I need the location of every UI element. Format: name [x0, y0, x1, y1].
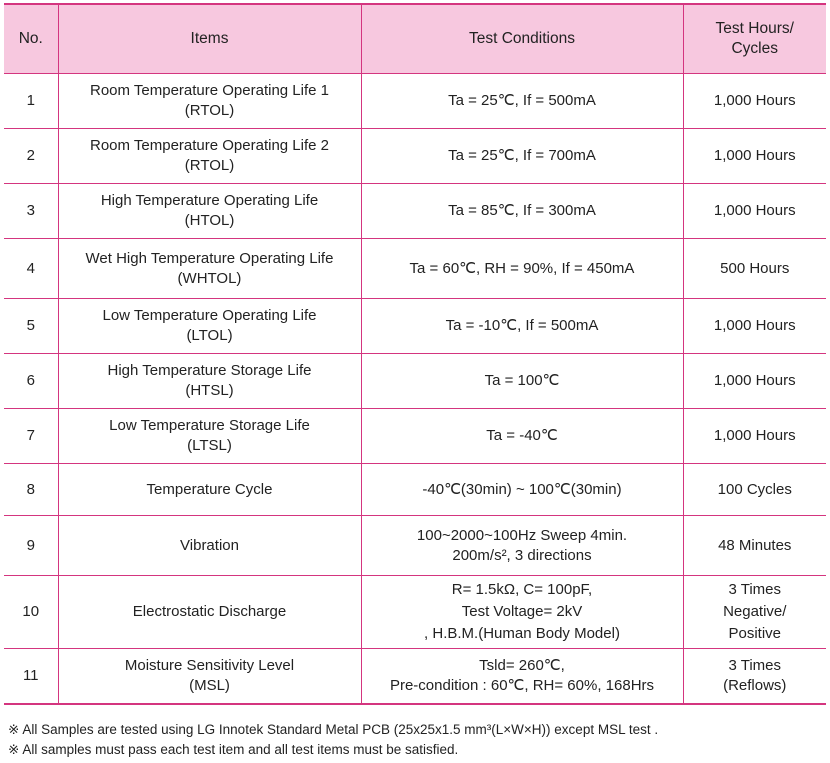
cell-item	[58, 74, 361, 129]
cell-conditions-line: Ta = 60℃, RH = 90%, If = 450mA	[409, 259, 635, 277]
cell-item-line: Wet High Temperature Operating Life	[85, 249, 334, 267]
cell-item-line: (MSL)	[189, 677, 230, 694]
cell-item	[58, 299, 361, 354]
cell-no-line: 5	[26, 317, 35, 334]
cell-hours-line: Positive	[728, 625, 782, 642]
cell-no	[4, 239, 58, 299]
cell-conditions	[361, 516, 683, 576]
cell-conditions-line: 100~2000~100Hz Sweep 4min.	[416, 526, 628, 544]
header-row	[4, 4, 826, 74]
cell-no-line: 4	[26, 259, 35, 277]
cell-item-line: (LTSL)	[187, 437, 232, 454]
cell-hours-line: 1,000 Hours	[713, 317, 796, 334]
cell-item-line: High Temperature Operating Life	[100, 192, 319, 209]
table-row	[4, 299, 826, 354]
cell-conditions-line: Ta = 100℃	[484, 372, 560, 389]
table-row	[4, 74, 826, 129]
cell-no	[4, 299, 58, 354]
reliability-test-table	[4, 3, 826, 705]
footnotes	[8, 720, 658, 760]
cell-conditions-line: Pre-condition : 60℃, RH= 60%, 168Hrs	[389, 677, 655, 694]
cell-item	[58, 649, 361, 705]
cell-no-line: 1	[26, 92, 35, 109]
cell-item	[58, 576, 361, 649]
cell-conditions	[361, 576, 683, 649]
cell-item-line: Temperature Cycle	[146, 480, 273, 498]
cell-no	[4, 129, 58, 184]
cell-item-line: (RTOL)	[184, 157, 235, 174]
cell-conditions-line: , H.B.M.(Human Body Model)	[424, 625, 620, 642]
cell-no	[4, 354, 58, 409]
cell-no	[4, 464, 58, 516]
cell-hours-line: 100 Cycles	[717, 480, 792, 498]
cell-item-line: Low Temperature Storage Life	[109, 417, 310, 434]
table-row	[4, 409, 826, 464]
cell-no-line: 7	[26, 427, 35, 444]
cell-item	[58, 464, 361, 516]
cell-conditions-line: Tsld= 260℃,	[479, 657, 565, 674]
table-row	[4, 516, 826, 576]
table-row	[4, 576, 826, 649]
cell-hours-line: 3 Times	[728, 657, 781, 674]
cell-hours	[683, 576, 826, 649]
cell-no	[4, 184, 58, 239]
cell-item-line: (RTOL)	[184, 102, 235, 119]
cell-conditions-line: Ta = -40℃	[486, 427, 558, 444]
cell-item-line: (WHTOL)	[177, 269, 242, 287]
cell-conditions	[361, 299, 683, 354]
cell-conditions	[361, 649, 683, 705]
cell-item	[58, 239, 361, 299]
cell-hours	[683, 409, 826, 464]
cell-hours-line: 48 Minutes	[718, 536, 792, 554]
cell-hours	[683, 649, 826, 705]
cell-no-line: 10	[22, 603, 40, 620]
cell-conditions	[361, 409, 683, 464]
cell-conditions-line: 200m/s², 3 directions	[452, 546, 592, 564]
cell-hours	[683, 239, 826, 299]
cell-item-line: Low Temperature Operating Life	[102, 307, 317, 324]
cell-hours	[683, 299, 826, 354]
cell-item-line: (HTOL)	[184, 212, 235, 229]
cell-item-line: (LTOL)	[186, 327, 233, 344]
cell-hours	[683, 464, 826, 516]
cell-no-line: 11	[22, 667, 39, 684]
cell-item	[58, 184, 361, 239]
footnote: ※ All Samples are tested using LG Innotek Standard Metal PCB (25x25x1.5 mm³(L×W×H)) except MSL test .	[8, 722, 659, 737]
table-row	[4, 239, 826, 299]
cell-no-line: 2	[26, 147, 35, 164]
cell-item	[58, 409, 361, 464]
cell-hours-line: 1,000 Hours	[713, 92, 796, 109]
cell-no	[4, 74, 58, 129]
cell-no	[4, 516, 58, 576]
footnote: ※ All samples must pass each test item and all test items must be satisfied.	[8, 742, 459, 757]
cell-item-line: Moisture Sensitivity Level	[124, 657, 295, 674]
cell-conditions	[361, 74, 683, 129]
cell-hours-line: 1,000 Hours	[713, 147, 796, 164]
cell-no	[4, 576, 58, 649]
cell-item-line: Electrostatic Discharge	[132, 603, 287, 620]
cell-hours	[683, 184, 826, 239]
cell-hours	[683, 129, 826, 184]
cell-hours-line: 3 Times	[728, 581, 781, 598]
cell-conditions-line: R= 1.5kΩ, C= 100pF,	[451, 581, 593, 598]
cell-hours-line: 1,000 Hours	[713, 372, 796, 389]
cell-item	[58, 516, 361, 576]
cell-conditions-line: Ta = 85℃, If = 300mA	[448, 202, 596, 219]
cell-conditions	[361, 184, 683, 239]
header-hours: Test Hours/ Cycles	[683, 4, 826, 74]
cell-conditions-line: -40℃(30min) ~ 100℃(30min)	[422, 480, 622, 498]
cell-item-line: Vibration	[180, 536, 239, 554]
cell-hours-line: (Reflows)	[723, 677, 787, 694]
cell-conditions	[361, 464, 683, 516]
cell-no-line: 9	[26, 536, 35, 554]
cell-conditions-line: Ta = 25℃, If = 500mA	[448, 92, 596, 109]
cell-conditions-line: Test Voltage= 2kV	[461, 603, 583, 620]
cell-item-line: Room Temperature Operating Life 2	[89, 137, 330, 154]
cell-item-line: (HTSL)	[185, 382, 234, 399]
header-conditions: Test Conditions	[361, 4, 683, 74]
cell-item-line: High Temperature Storage Life	[107, 362, 312, 379]
header-no: No.	[4, 4, 58, 74]
cell-no	[4, 649, 58, 705]
table-row	[4, 184, 826, 239]
cell-no-line: 3	[26, 202, 35, 219]
cell-conditions	[361, 239, 683, 299]
cell-item-line: Room Temperature Operating Life 1	[89, 82, 330, 99]
header-items: Items	[58, 4, 361, 74]
cell-hours	[683, 354, 826, 409]
table-row	[4, 464, 826, 516]
cell-conditions	[361, 354, 683, 409]
cell-item	[58, 354, 361, 409]
cell-hours-line: 1,000 Hours	[713, 202, 796, 219]
cell-no	[4, 409, 58, 464]
cell-no-line: 6	[26, 372, 35, 389]
cell-conditions-line: Ta = -10℃, If = 500mA	[445, 317, 599, 334]
cell-no-line: 8	[26, 480, 35, 498]
cell-conditions-line: Ta = 25℃, If = 700mA	[448, 147, 596, 164]
cell-conditions	[361, 129, 683, 184]
table-row	[4, 129, 826, 184]
cell-item	[58, 129, 361, 184]
cell-hours	[683, 74, 826, 129]
cell-hours-line: Negative/	[723, 603, 787, 620]
cell-hours-line: 500 Hours	[720, 259, 790, 277]
table-row	[4, 649, 826, 705]
cell-hours-line: 1,000 Hours	[713, 427, 796, 444]
cell-hours	[683, 516, 826, 576]
table-row	[4, 354, 826, 409]
